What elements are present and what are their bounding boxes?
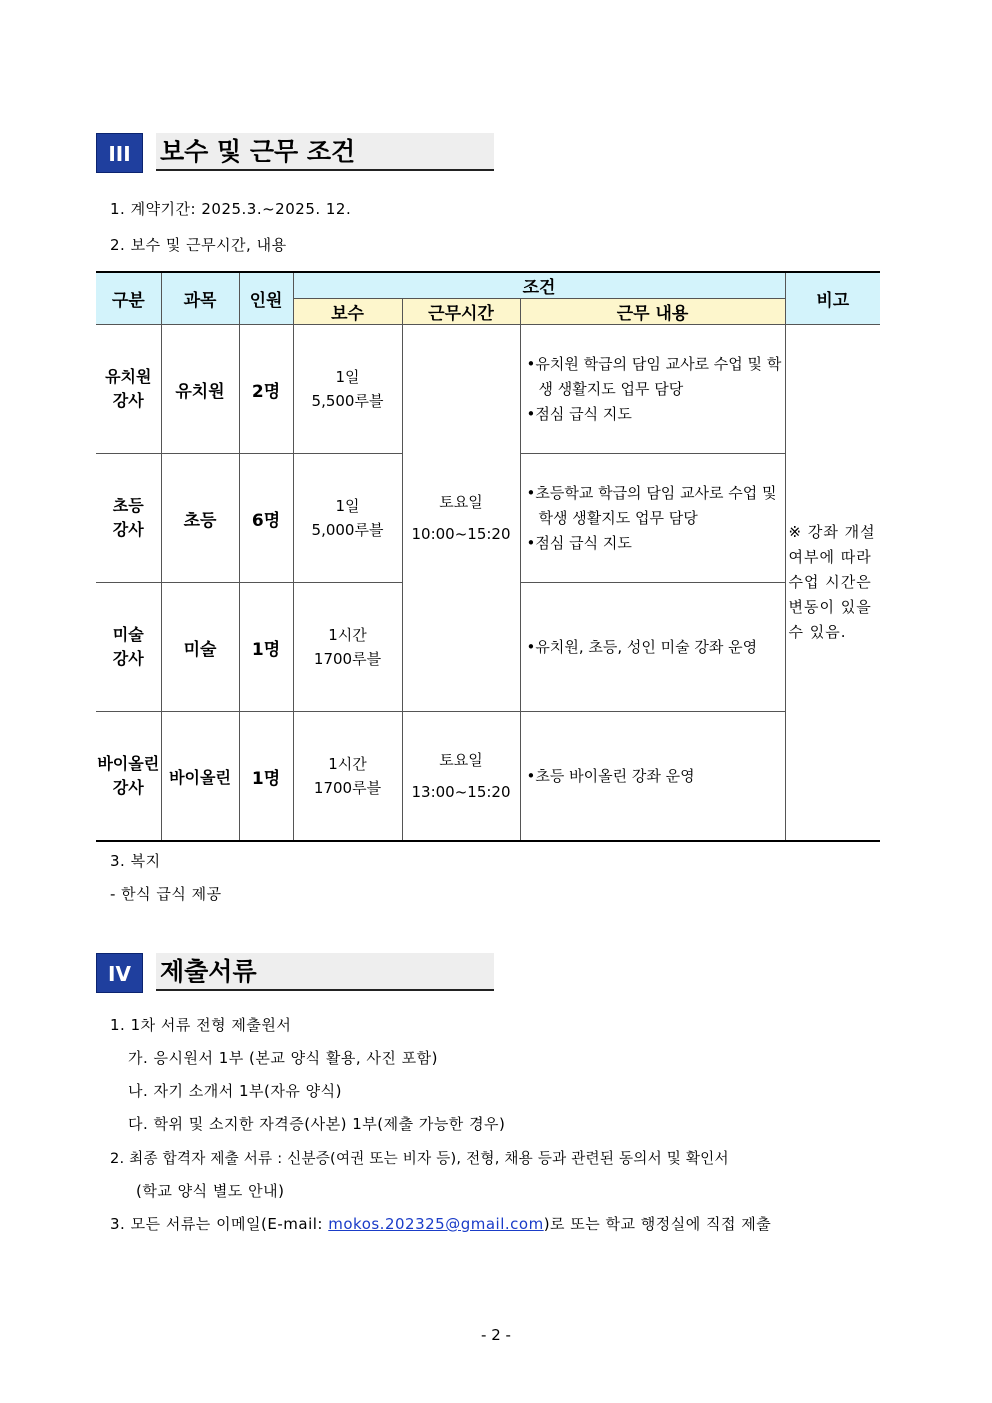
row-subject: 초등 xyxy=(161,454,239,583)
header-category: 구분 xyxy=(96,272,161,325)
section-4-number: IV xyxy=(96,953,143,993)
section-3-number: III xyxy=(96,133,143,173)
row-count: 1명 xyxy=(239,712,293,842)
row-pay: 1시간 1700루블 xyxy=(293,583,402,712)
row-subject: 미술 xyxy=(161,583,239,712)
row-category: 바이올린 강사 xyxy=(96,712,161,842)
header-count: 인원 xyxy=(239,272,293,325)
row-subject: 유치원 xyxy=(161,325,239,454)
conditions-table xyxy=(96,271,880,842)
table-row xyxy=(96,325,880,454)
row-count: 1명 xyxy=(239,583,293,712)
docs-item-2b: (학교 양식 별도 안내) xyxy=(136,1182,285,1200)
welfare-item: - 한식 급식 제공 xyxy=(110,885,222,903)
docs-item-1b: 나. 자기 소개서 1부(자유 양식) xyxy=(128,1082,342,1100)
header-subject: 과목 xyxy=(161,272,239,325)
row-pay: 1일 5,500루블 xyxy=(293,325,402,454)
pay-hours-heading: 2. 보수 및 근무시간, 내용 xyxy=(110,236,287,254)
row-count: 6명 xyxy=(239,454,293,583)
section-4-title: 제출서류 xyxy=(156,953,494,991)
row-category: 유치원 강사 xyxy=(96,325,161,454)
contract-period: 1. 계약기간: 2025.3.~2025. 12. xyxy=(110,200,352,218)
row-category: 초등 강사 xyxy=(96,454,161,583)
hours-weekday: 토요일 10:00~15:20 xyxy=(402,325,520,712)
header-duties: 근무 내용 xyxy=(520,299,785,325)
docs-item-3: 3. 모든 서류는 이메일(E-mail: mokos.202325@gmail.com)로 또는 학교 행정실에 직접 제출 xyxy=(110,1215,772,1233)
row-duties: •초등 바이올린 강좌 운영 xyxy=(520,712,785,842)
row-pay: 1일 5,000루블 xyxy=(293,454,402,583)
header-hours: 근무시간 xyxy=(402,299,520,325)
table-row xyxy=(96,712,880,842)
row-count: 2명 xyxy=(239,325,293,454)
section-3-header xyxy=(96,133,494,173)
docs-item-1: 1. 1차 서류 전형 제출원서 xyxy=(110,1016,292,1034)
section-4-header xyxy=(96,953,494,993)
remarks-note: ※ 강좌 개설 여부에 따라 수업 시간은 변동이 있을 수 있음. xyxy=(785,325,880,842)
docs-item-1a: 가. 응시원서 1부 (본교 양식 활용, 사진 포함) xyxy=(128,1049,439,1067)
welfare-heading: 3. 복지 xyxy=(110,852,161,870)
docs-item-1c: 다. 학위 및 소지한 자격증(사본) 1부(제출 가능한 경우) xyxy=(128,1115,506,1133)
row-pay: 1시간 1700루블 xyxy=(293,712,402,842)
header-conditions: 조건 xyxy=(293,272,785,299)
row-duties: •유치원, 초등, 성인 미술 강좌 운영 xyxy=(520,583,785,712)
hours-afternoon: 토요일 13:00~15:20 xyxy=(402,712,520,842)
header-pay: 보수 xyxy=(293,299,402,325)
section-3-title: 보수 및 근무 조건 xyxy=(156,133,494,171)
email-link[interactable]: mokos.202325@gmail.com xyxy=(328,1215,544,1233)
row-category: 미술 강사 xyxy=(96,583,161,712)
row-duties: •초등학교 학급의 담임 교사로 수업 및 학생 생활지도 업무 담당 •점심 급식 지도 xyxy=(520,454,785,583)
page-number: - 2 - xyxy=(481,1326,511,1344)
docs-item-2: 2. 최종 합격자 제출 서류 : 신분증(여권 또는 비자 등), 전형, 채용 등과 관련된 동의서 및 확인서 xyxy=(110,1150,729,1167)
row-duties: •유치원 학급의 담임 교사로 수업 및 학생 생활지도 업무 담당 •점심 급식 지도 xyxy=(520,325,785,454)
header-remarks: 비고 xyxy=(785,272,880,325)
row-subject: 바이올린 xyxy=(161,712,239,842)
